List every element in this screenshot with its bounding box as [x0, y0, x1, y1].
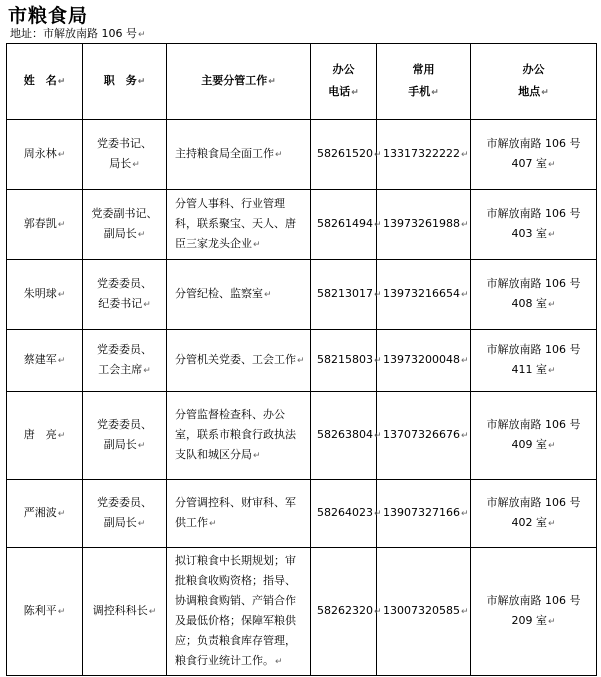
paragraph-mark-icon: ↵	[374, 431, 382, 441]
header-name	[7, 44, 83, 120]
table-header-row	[7, 44, 597, 120]
paragraph-mark-icon: ↵	[460, 290, 469, 300]
table-row	[7, 190, 597, 260]
cell-office-phone	[311, 548, 382, 676]
paragraph-mark-icon: ↵	[460, 150, 469, 160]
cell-location	[471, 480, 597, 548]
cell-text: 副局长	[103, 227, 137, 240]
cell-text: 及最低价格；保障军粮供	[175, 614, 296, 627]
paragraph-mark-icon: ↵	[374, 220, 382, 230]
cell-line	[175, 405, 307, 425]
cell-text: 党委副书记、	[91, 207, 158, 220]
cell-text: 58262320	[317, 604, 373, 617]
cell-line	[175, 445, 307, 466]
paragraph-mark-icon: ↵	[460, 220, 469, 230]
cell-text: 唐 亮	[23, 428, 57, 441]
cell-text: 市解放南路 106 号	[486, 418, 581, 431]
cell-line	[380, 59, 467, 81]
cell-mobile	[377, 480, 471, 548]
paragraph-mark-icon: ↵	[264, 290, 272, 300]
cell-text: 13707326676	[383, 428, 460, 441]
cell-text: 电话	[328, 85, 351, 98]
cell-duties	[167, 392, 311, 480]
cell-text: 职 务	[103, 74, 137, 87]
cell-position	[83, 260, 167, 330]
cell-position	[83, 190, 167, 260]
cell-line	[10, 70, 79, 93]
cell-line	[474, 513, 593, 534]
cell-location	[471, 260, 597, 330]
cell-line	[474, 611, 593, 632]
cell-text: 党委委员、	[97, 418, 152, 431]
paragraph-mark-icon: ↵	[132, 160, 140, 170]
page-title: 市粮食局	[8, 5, 89, 27]
paragraph-mark-icon: ↵	[541, 88, 549, 98]
cell-line	[86, 360, 163, 381]
cell-text: 411 室	[511, 363, 547, 376]
cell-text: 党委委员、	[97, 496, 152, 509]
paragraph-mark-icon: ↵	[547, 366, 556, 376]
cell-text: 手机	[408, 85, 431, 98]
cell-text: 办公	[522, 63, 545, 76]
paragraph-mark-icon: ↵	[547, 230, 556, 240]
cell-text: 地点	[518, 85, 541, 98]
table-row	[7, 548, 597, 676]
paragraph-mark-icon: ↵	[460, 431, 469, 441]
cell-line	[474, 360, 593, 381]
table-row	[7, 392, 597, 480]
cell-text: 市解放南路 106 号	[486, 137, 581, 150]
cell-office-phone	[311, 260, 382, 330]
cell-text: 13317322222	[383, 147, 460, 160]
cell-text: 分管监督检查科、办公	[175, 408, 285, 421]
cell-text: 党委委员、	[97, 277, 152, 290]
paragraph-mark-icon: ↵	[57, 607, 66, 617]
cell-line	[175, 551, 307, 571]
cell-text: 市解放南路 106 号	[486, 594, 581, 607]
cell-name	[7, 330, 83, 392]
paragraph-mark-icon: ↵	[137, 77, 146, 87]
cell-text: 纪委书记	[98, 297, 143, 310]
cell-text: 403 室	[511, 227, 547, 240]
cell-text: 409 室	[511, 438, 547, 451]
paragraph-mark-icon: ↵	[460, 356, 469, 366]
cell-text: 402 室	[511, 516, 547, 529]
paragraph-mark-icon: ↵	[137, 230, 146, 240]
cell-line	[474, 435, 593, 456]
cell-name	[7, 548, 83, 676]
cell-location	[471, 548, 597, 676]
cell-line	[175, 571, 307, 591]
cell-line	[474, 340, 593, 360]
cell-line	[474, 134, 593, 154]
cell-text: 支队和城区分局	[175, 448, 252, 461]
table-row	[7, 120, 597, 190]
cell-text: 拟订粮食中长期规划；审	[175, 554, 296, 567]
cell-office-phone	[311, 392, 382, 480]
cell-line	[474, 591, 593, 611]
cell-line	[175, 214, 307, 234]
cell-text: 姓 名	[23, 74, 57, 87]
cell-line	[474, 224, 593, 245]
paragraph-mark-icon: ↵	[374, 290, 382, 300]
cell-text: 常用	[412, 63, 435, 76]
cell-text: 陈利平	[23, 604, 57, 617]
paragraph-mark-icon: ↵	[137, 441, 146, 451]
paragraph-mark-icon: ↵	[268, 77, 276, 87]
cell-text: 粮食行业统计工作。	[175, 654, 274, 667]
cell-text: 分管纪检、监察室	[175, 287, 263, 300]
paragraph-mark-icon: ↵	[547, 617, 556, 627]
cell-text: 严湘波	[23, 506, 57, 519]
cell-mobile	[377, 548, 471, 676]
cell-text: 郭春凯	[23, 217, 57, 230]
cell-line	[474, 154, 593, 175]
cell-text: 13973200048	[383, 353, 460, 366]
cell-text: 蔡建军	[23, 353, 57, 366]
header-duties	[167, 44, 311, 120]
header-office-phone	[311, 44, 377, 120]
cell-office-phone	[311, 330, 382, 392]
cell-line	[474, 59, 593, 81]
cell-text: 市解放南路 106 号	[486, 496, 581, 509]
cell-mobile	[377, 260, 471, 330]
cell-text: 周永林	[23, 147, 57, 160]
paragraph-mark-icon: ↵	[57, 431, 66, 441]
cell-line	[175, 591, 307, 611]
cell-text: 13973216654	[383, 287, 460, 300]
header-location	[471, 44, 597, 120]
paragraph-mark-icon: ↵	[148, 607, 157, 617]
paragraph-mark-icon: ↵	[547, 300, 556, 310]
cell-name	[7, 120, 83, 190]
table-row	[7, 480, 597, 548]
cell-location	[471, 330, 597, 392]
cell-line	[380, 81, 467, 104]
paragraph-mark-icon: ↵	[460, 607, 469, 617]
cell-line	[86, 274, 163, 294]
contact-table	[6, 43, 597, 676]
paragraph-mark-icon: ↵	[143, 300, 151, 310]
cell-text: 分管机关党委、工会工作	[175, 353, 296, 366]
cell-line	[170, 70, 307, 93]
paragraph-mark-icon: ↵	[460, 509, 469, 519]
cell-name	[7, 260, 83, 330]
cell-text: 58263804	[317, 428, 373, 441]
cell-duties	[167, 260, 311, 330]
cell-text: 市解放南路 106 号	[486, 277, 581, 290]
table-row	[7, 260, 597, 330]
paragraph-mark-icon: ↵	[275, 150, 283, 160]
cell-text: 13973261988	[383, 217, 460, 230]
cell-duties	[167, 548, 311, 676]
paragraph-mark-icon: ↵	[547, 519, 556, 529]
cell-text: 副局长	[103, 438, 137, 451]
paragraph-mark-icon: ↵	[431, 88, 439, 98]
cell-line	[86, 493, 163, 513]
cell-text: 分管人事科、行业管理	[175, 197, 285, 210]
cell-text: 58213017	[317, 287, 373, 300]
cell-line	[86, 435, 163, 456]
cell-line	[175, 513, 307, 534]
paragraph-mark-icon: ↵	[253, 240, 261, 250]
cell-line	[314, 81, 373, 104]
paragraph-mark-icon: ↵	[57, 220, 66, 230]
cell-line	[86, 513, 163, 534]
cell-text: 407 室	[511, 157, 547, 170]
cell-line	[86, 224, 163, 245]
cell-text: 209 室	[511, 614, 547, 627]
cell-text: 主持粮食局全面工作	[175, 147, 274, 160]
cell-office-phone	[311, 480, 382, 548]
cell-duties	[167, 190, 311, 260]
cell-line	[175, 611, 307, 631]
cell-position	[83, 330, 167, 392]
cell-text: 13007320585	[383, 604, 460, 617]
cell-location	[471, 190, 597, 260]
address-line: 地址：市解放南路 106 号↵	[10, 27, 146, 40]
cell-text: 办公	[332, 63, 355, 76]
cell-text: 市解放南路 106 号	[486, 343, 581, 356]
paragraph-mark-icon: ↵	[137, 519, 146, 529]
paragraph-mark-icon: ↵	[209, 519, 217, 529]
paragraph-mark-icon: ↵	[57, 290, 66, 300]
cell-text: 58264023	[317, 506, 373, 519]
cell-name	[7, 480, 83, 548]
cell-line	[474, 294, 593, 315]
cell-text: 58215803	[317, 353, 373, 366]
paragraph-mark-icon: ↵	[374, 509, 382, 519]
cell-line	[86, 134, 163, 154]
cell-line	[86, 70, 163, 93]
cell-line	[175, 194, 307, 214]
cell-text: 党委委员、	[97, 343, 152, 356]
cell-text: 局长	[109, 157, 132, 170]
paragraph-mark-icon: ↵	[547, 441, 556, 451]
cell-line	[175, 234, 307, 255]
cell-line	[86, 154, 163, 175]
cell-text: 科，联系聚宝、天人、唐	[175, 217, 296, 230]
cell-office-phone	[311, 190, 382, 260]
cell-line	[86, 415, 163, 435]
cell-line	[474, 493, 593, 513]
header-position	[83, 44, 167, 120]
cell-line	[86, 340, 163, 360]
cell-location	[471, 392, 597, 480]
paragraph-mark-icon: ↵	[143, 366, 151, 376]
cell-text: 工会主席	[98, 363, 143, 376]
cell-line	[314, 59, 373, 81]
paragraph-mark-icon: ↵	[547, 160, 556, 170]
paragraph-mark-icon: ↵	[57, 150, 66, 160]
cell-line	[86, 204, 163, 224]
cell-text: 市解放南路 106 号	[486, 207, 581, 220]
cell-line	[474, 204, 593, 224]
header-mobile	[377, 44, 471, 120]
cell-line	[474, 274, 593, 294]
cell-text: 13907327166	[383, 506, 460, 519]
cell-line	[175, 144, 307, 165]
table-row	[7, 330, 597, 392]
cell-text: 应；负责粮食库存管理，	[175, 634, 296, 647]
cell-line	[474, 81, 593, 104]
paragraph-mark-icon: ↵	[253, 451, 261, 461]
cell-line	[175, 350, 307, 371]
paragraph-mark-icon: ↵	[374, 607, 382, 617]
cell-line	[175, 493, 307, 513]
cell-duties	[167, 480, 311, 548]
cell-position	[83, 120, 167, 190]
paragraph-mark-icon: ↵	[275, 657, 283, 667]
cell-position	[83, 548, 167, 676]
cell-mobile	[377, 120, 471, 190]
cell-line	[86, 294, 163, 315]
cell-text: 副局长	[103, 516, 137, 529]
paragraph-mark-icon: ↵	[374, 150, 382, 160]
paragraph-mark-icon: ↵	[57, 356, 66, 366]
cell-line	[86, 601, 163, 622]
cell-position	[83, 480, 167, 548]
cell-duties	[167, 120, 311, 190]
cell-mobile	[377, 392, 471, 480]
cell-text: 臣三家龙头企业	[175, 237, 252, 250]
paragraph-mark-icon: ↵	[297, 356, 305, 366]
cell-text: 协调粮食购销、产销合作	[175, 594, 296, 607]
paragraph-mark-icon: ↵	[57, 509, 66, 519]
cell-text: 主要分管工作	[201, 74, 268, 87]
cell-name	[7, 190, 83, 260]
cell-text: 调控科科长	[92, 604, 148, 617]
cell-duties	[167, 330, 311, 392]
cell-mobile	[377, 190, 471, 260]
cell-text: 分管调控科、财审科、军	[175, 496, 296, 509]
cell-mobile	[377, 330, 471, 392]
paragraph-mark-icon: ↵	[351, 88, 359, 98]
cell-text: 室，联系市粮食行政执法	[175, 428, 296, 441]
cell-name	[7, 392, 83, 480]
cell-location	[471, 120, 597, 190]
cell-text: 党委书记、	[97, 137, 152, 150]
paragraph-mark-icon: ↵	[57, 77, 66, 87]
cell-position	[83, 392, 167, 480]
cell-line	[175, 425, 307, 445]
cell-text: 408 室	[511, 297, 547, 310]
cell-line	[474, 415, 593, 435]
cell-text: 58261494	[317, 217, 373, 230]
cell-line	[175, 651, 307, 672]
paragraph-mark-icon: ↵	[374, 356, 382, 366]
cell-text: 供工作	[175, 516, 208, 529]
cell-office-phone	[311, 120, 382, 190]
cell-line	[175, 284, 307, 305]
cell-line	[175, 631, 307, 651]
cell-text: 58261520	[317, 147, 373, 160]
cell-text: 朱明球	[23, 287, 57, 300]
cell-text: 批粮食收购资格；指导、	[175, 574, 296, 587]
